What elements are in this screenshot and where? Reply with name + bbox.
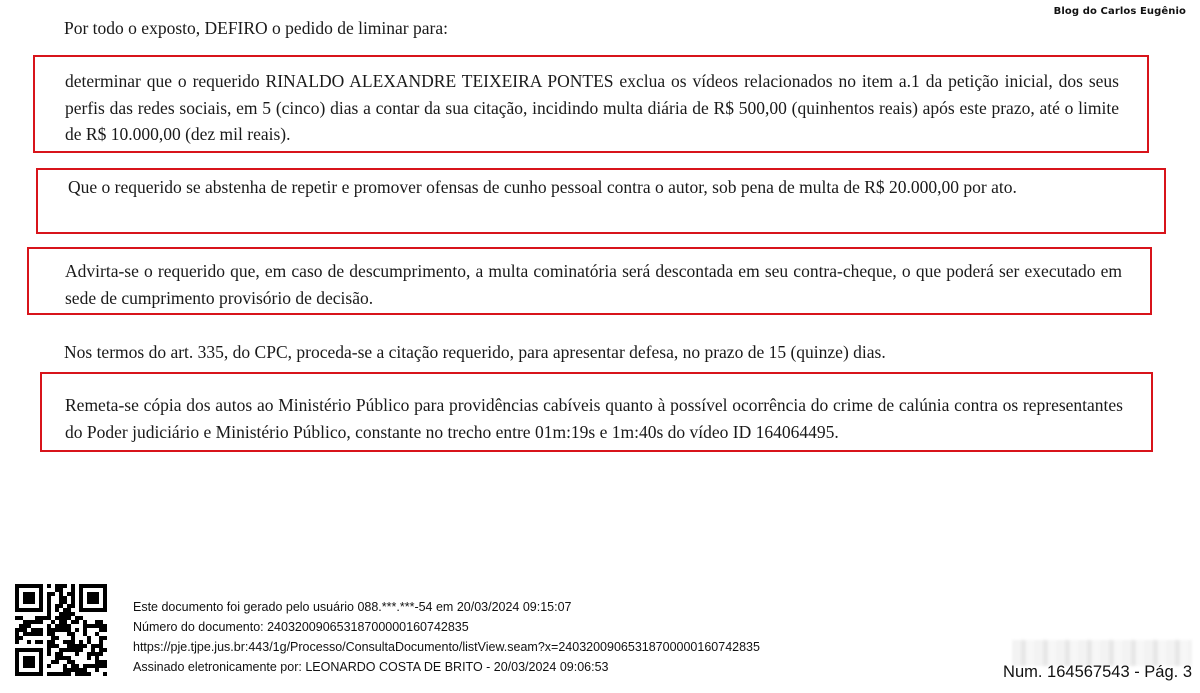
document-url-line[interactable]: https://pje.tjpe.jus.br:443/1g/Processo/ConsultaDocumento/listView.seam?x=24032009065318700000160742835 bbox=[133, 640, 760, 654]
page-number: Num. 164567543 - Pág. 3 bbox=[1003, 663, 1192, 681]
citation-paragraph: Nos termos do art. 335, do CPC, proceda-se a citação requerido, para apresentar defesa, no prazo de 15 (quinze) dias. bbox=[64, 342, 886, 362]
highlight-box-order-1 bbox=[33, 55, 1149, 153]
highlight-box-order-3 bbox=[27, 247, 1152, 315]
order-paragraph-2: Que o requerido se abstenha de repetir e promover ofensas de cunho pessoal contra o autor, sob pena de multa de R$ 20.000,00 por ato. bbox=[68, 177, 1017, 197]
document-number-line: Número do documento: 24032009065318700000160742835 bbox=[133, 620, 469, 634]
highlight-box-order-4 bbox=[40, 372, 1153, 452]
order-paragraph-1: determinar que o requerido RINALDO ALEXANDRE TEIXEIRA PONTES exclua os vídeos relacionados no item a.1 da petição inicial, dos seus perfis das redes sociais, em 5 (cinco) dias a contar da sua citação, incidindo multa diária de R$ 500,00 (quinhentos reais) após este prazo, até o limite de R$ 10.000,00 (dez mil reais). bbox=[65, 71, 1119, 144]
footer-metadata bbox=[133, 597, 760, 677]
highlight-box-order-2 bbox=[36, 168, 1166, 234]
signature-line: Assinado eletronicamente por: LEONARDO COSTA DE BRITO - 20/03/2024 09:06:53 bbox=[133, 660, 609, 674]
qr-code-icon bbox=[15, 584, 107, 676]
generated-by-line: Este documento foi gerado pelo usuário 088.***.***-54 em 20/03/2024 09:15:07 bbox=[133, 600, 572, 614]
blog-watermark: Blog do Carlos Eugênio bbox=[1053, 6, 1186, 17]
order-paragraph-4: Remeta-se cópia dos autos ao Ministério Público para providências cabíveis quanto à possível ocorrência do crime de calúnia contra os representantes do Poder judiciário e Ministério Público, constante no trecho entre 01m:19s e 1m:40s do vídeo ID 164064495. bbox=[65, 395, 1123, 442]
order-paragraph-3: Advirta-se o requerido que, em caso de descumprimento, a multa cominatória será descontada em seu contra-cheque, o que poderá ser executado em sede de cumprimento provisório de decisão. bbox=[65, 261, 1122, 308]
intro-paragraph: Por todo o exposto, DEFIRO o pedido de liminar para: bbox=[64, 18, 448, 38]
